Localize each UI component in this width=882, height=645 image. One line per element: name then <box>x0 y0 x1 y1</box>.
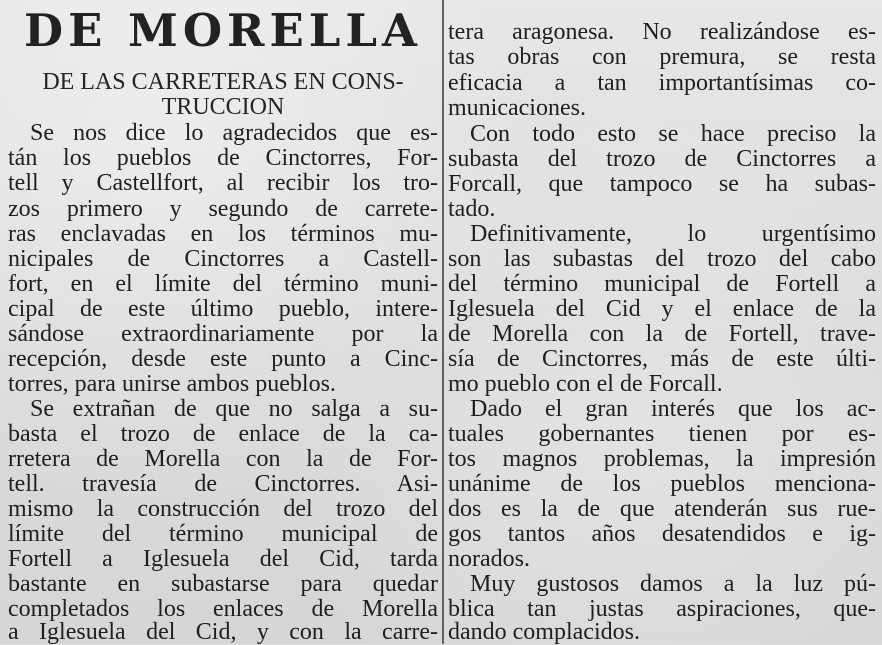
right-text-line: Con todo esto se hace preciso la <box>470 121 876 147</box>
right-text-line: tado. <box>448 196 496 222</box>
left-text-line: torres, para unirse ambos pueblos. <box>8 371 336 397</box>
left-text-line: a Iglesuela del Cid, y con la carre- <box>8 619 438 645</box>
right-text-line: Forcall, que tampoco se ha subas- <box>448 171 876 197</box>
right-text-line: Dado el gran interés que los ac- <box>470 396 876 422</box>
subheadline <box>8 70 438 120</box>
right-text-line: son las subastas del trozo del cabo <box>448 246 876 272</box>
right-text-line: dando complacidos. <box>448 619 640 645</box>
left-text-line: fort, en el límite del término muni- <box>8 271 438 297</box>
right-text-line: tuales gobernantes tienen por es- <box>448 421 876 447</box>
right-text-line: municaciones. <box>448 95 586 121</box>
left-text-line: zos primero y segundo de carrete- <box>8 196 438 222</box>
left-text-line: Se nos dice lo agradecidos que es- <box>30 120 438 146</box>
left-text-line: ras enclavadas en los términos mu- <box>8 221 438 247</box>
right-text-line: Muy gustosos damos a la luz pú- <box>470 571 876 597</box>
right-text-line: unánime de los pueblos menciona- <box>448 471 876 497</box>
right-text-line: gos tantos años desatendidos e ig- <box>448 521 876 547</box>
right-text-line: blica tan justas aspiraciones, que- <box>448 596 876 622</box>
left-text-line: tell y Castellfort, al recibir los tro- <box>8 170 438 196</box>
left-text-line: tán los pueblos de Cinctorres, For- <box>8 145 438 171</box>
right-text-line: tera aragonesa. No realizándose es- <box>448 19 876 45</box>
left-text-line: tell. travesía de Cinctorres. Asi- <box>8 471 438 497</box>
right-text-line: Iglesuela del Cid y el enlace de la <box>448 296 876 322</box>
subheadline-line: TRUCCION <box>161 94 285 120</box>
headline: DE MORELLA <box>24 4 422 57</box>
left-text-line: rretera de Morella con la de For- <box>8 446 438 472</box>
left-text-line: límite del término municipal de <box>8 521 438 547</box>
right-text-line: norados. <box>448 546 530 572</box>
left-text-line: basta el trozo de enlace de la ca- <box>8 421 438 447</box>
right-text-line: sía de Cinctorres, más de este últi- <box>448 346 876 372</box>
left-text-line: Fortell a Iglesuela del Cid, tarda <box>8 546 438 572</box>
left-text-line: cipal de este último pueblo, intere- <box>8 296 438 322</box>
right-text-line: de Morella con la de Fortell, trave- <box>448 321 876 347</box>
left-text-line: Se extrañan de que no salga a su- <box>30 396 438 422</box>
right-text-line: mo pueblo con el de Forcall. <box>448 371 723 397</box>
left-text-line: completados los enlaces de Morella <box>8 596 438 622</box>
left-text-line: nicipales de Cinctorres a Castell- <box>8 246 438 272</box>
right-text-line: tas obras con premura, se resta <box>448 44 876 70</box>
right-text-line: del término municipal de Fortell a <box>448 271 876 297</box>
left-text-line: bastante en subastarse para quedar <box>8 571 438 597</box>
right-text-line: dos es la de que atenderán sus rue- <box>448 496 876 522</box>
left-text-line: mismo la construcción del trozo del <box>8 496 438 522</box>
column-divider <box>442 0 444 644</box>
right-text-line: eficacia a tan importantísimas co- <box>448 70 876 96</box>
right-text-line: Definitivamente, lo urgentísimo <box>470 221 876 247</box>
subheadline-line: DE LAS CARRETERAS EN CONS- <box>42 69 404 95</box>
right-text-line: tos magnos problemas, la impresión <box>448 446 876 472</box>
left-text-line: recepción, desde este punto a Cinc- <box>8 346 438 372</box>
left-text-line: sándose extraordinariamente por la <box>8 321 438 347</box>
right-text-line: subasta del trozo de Cinctorres a <box>448 146 876 172</box>
